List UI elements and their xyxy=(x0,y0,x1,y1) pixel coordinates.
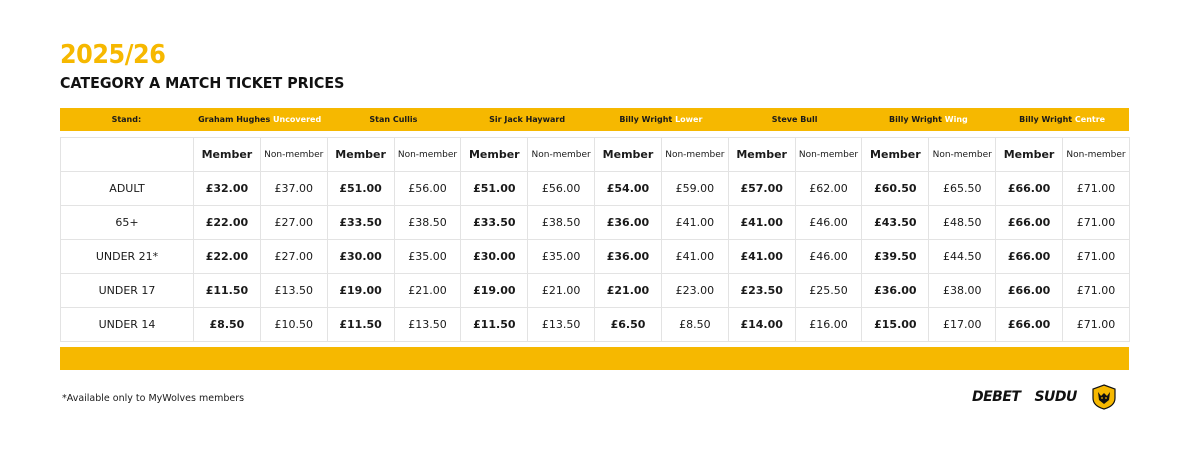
non-member-price-cell: £13.50 xyxy=(528,308,595,342)
member-price-cell: £54.00 xyxy=(595,172,662,206)
member-price-cell: £36.00 xyxy=(862,274,929,308)
non-member-column-header: Non-member xyxy=(394,138,461,172)
table-row xyxy=(61,308,1130,342)
non-member-price-cell: £71.00 xyxy=(1062,274,1129,308)
stand-name xyxy=(995,115,1129,124)
table-row xyxy=(61,172,1130,206)
stand-name-label: Steve Bull xyxy=(771,115,818,124)
stand-name xyxy=(594,115,728,124)
stand-name xyxy=(327,115,461,124)
member-column-header: Member xyxy=(728,138,795,172)
member-price-cell: £6.50 xyxy=(595,308,662,342)
non-member-price-cell: £21.00 xyxy=(394,274,461,308)
stand-name-label: Billy Wright xyxy=(619,115,673,124)
member-price-cell: £51.00 xyxy=(461,172,528,206)
member-price-cell: £11.50 xyxy=(194,274,261,308)
non-member-price-cell: £65.50 xyxy=(929,172,996,206)
member-column-header: Member xyxy=(996,138,1063,172)
non-member-price-cell: £35.00 xyxy=(394,240,461,274)
member-price-cell: £43.50 xyxy=(862,206,929,240)
stand-name xyxy=(460,115,594,124)
stand-section-label: Lower xyxy=(675,115,703,124)
footnote: *Available only to MyWolves members xyxy=(62,393,245,404)
age-category-label: ADULT xyxy=(61,172,194,206)
table-row xyxy=(61,206,1130,240)
member-column-header: Member xyxy=(862,138,929,172)
non-member-price-cell: £44.50 xyxy=(929,240,996,274)
stand-name xyxy=(193,115,327,124)
sponsor-logos xyxy=(972,384,1117,410)
member-price-cell: £36.00 xyxy=(595,240,662,274)
member-price-cell: £11.50 xyxy=(461,308,528,342)
member-price-cell: £11.50 xyxy=(327,308,394,342)
stand-header-bar xyxy=(60,108,1129,131)
non-member-price-cell: £38.50 xyxy=(528,206,595,240)
member-price-cell: £19.00 xyxy=(327,274,394,308)
non-member-price-cell: £62.00 xyxy=(795,172,862,206)
non-member-price-cell: £37.00 xyxy=(260,172,327,206)
season-title: 2025/26 xyxy=(60,40,166,70)
non-member-price-cell: £56.00 xyxy=(394,172,461,206)
non-member-price-cell: £71.00 xyxy=(1062,240,1129,274)
member-price-cell: £66.00 xyxy=(996,172,1063,206)
table-row xyxy=(61,274,1130,308)
member-column-header: Member xyxy=(595,138,662,172)
debet-logo: DEBET xyxy=(972,389,1021,405)
non-member-price-cell: £56.00 xyxy=(528,172,595,206)
footer-bar xyxy=(60,347,1129,370)
sudu-logo: SUDU xyxy=(1034,389,1077,405)
stand-name-label: Billy Wright xyxy=(889,115,942,124)
stand-name xyxy=(862,115,996,124)
non-member-price-cell: £38.00 xyxy=(929,274,996,308)
non-member-price-cell: £71.00 xyxy=(1062,308,1129,342)
member-price-cell: £66.00 xyxy=(996,240,1063,274)
non-member-column-header: Non-member xyxy=(528,138,595,172)
non-member-price-cell: £21.00 xyxy=(528,274,595,308)
age-category-label: UNDER 21* xyxy=(61,240,194,274)
stand-section-label: Uncovered xyxy=(273,115,322,124)
non-member-price-cell: £48.50 xyxy=(929,206,996,240)
non-member-price-cell: £16.00 xyxy=(795,308,862,342)
non-member-price-cell: £23.00 xyxy=(661,274,728,308)
non-member-column-header: Non-member xyxy=(661,138,728,172)
stand-section-label: Centre xyxy=(1074,115,1106,124)
member-price-cell: £22.00 xyxy=(194,206,261,240)
non-member-price-cell: £8.50 xyxy=(661,308,728,342)
member-price-cell: £32.00 xyxy=(194,172,261,206)
member-price-cell: £41.00 xyxy=(728,240,795,274)
non-member-column-header: Non-member xyxy=(260,138,327,172)
non-member-price-cell: £10.50 xyxy=(260,308,327,342)
member-price-cell: £66.00 xyxy=(996,274,1063,308)
member-column-header: Member xyxy=(194,138,261,172)
member-price-cell: £41.00 xyxy=(728,206,795,240)
member-price-cell: £51.00 xyxy=(327,172,394,206)
member-price-cell: £33.50 xyxy=(327,206,394,240)
age-category-label: 65+ xyxy=(61,206,194,240)
member-price-cell: £30.00 xyxy=(461,240,528,274)
stand-name-label: Graham Hughes xyxy=(198,115,271,124)
non-member-price-cell: £59.00 xyxy=(661,172,728,206)
stand-name-label: Sir Jack Hayward xyxy=(489,115,566,124)
member-price-cell: £14.00 xyxy=(728,308,795,342)
non-member-price-cell: £13.50 xyxy=(260,274,327,308)
stand-label: Stand: xyxy=(111,115,142,124)
non-member-price-cell: £46.00 xyxy=(795,240,862,274)
non-member-price-cell: £13.50 xyxy=(394,308,461,342)
non-member-column-header: Non-member xyxy=(795,138,862,172)
non-member-price-cell: £41.00 xyxy=(661,240,728,274)
stand-name-label: Billy Wright xyxy=(1019,115,1073,124)
empty-corner-cell xyxy=(61,138,194,172)
member-price-cell: £57.00 xyxy=(728,172,795,206)
non-member-price-cell: £46.00 xyxy=(795,206,862,240)
member-price-cell: £66.00 xyxy=(996,308,1063,342)
member-price-cell: £19.00 xyxy=(461,274,528,308)
member-price-cell: £22.00 xyxy=(194,240,261,274)
stand-name xyxy=(728,115,862,124)
member-price-cell: £21.00 xyxy=(595,274,662,308)
non-member-price-cell: £71.00 xyxy=(1062,206,1129,240)
non-member-price-cell: £27.00 xyxy=(260,240,327,274)
non-member-price-cell: £35.00 xyxy=(528,240,595,274)
stand-section-label: Wing xyxy=(944,115,968,124)
member-price-cell: £39.50 xyxy=(862,240,929,274)
non-member-price-cell: £25.50 xyxy=(795,274,862,308)
member-price-cell: £36.00 xyxy=(595,206,662,240)
non-member-column-header: Non-member xyxy=(929,138,996,172)
member-column-header: Member xyxy=(461,138,528,172)
member-price-cell: £60.50 xyxy=(862,172,929,206)
non-member-price-cell: £38.50 xyxy=(394,206,461,240)
non-member-price-cell: £27.00 xyxy=(260,206,327,240)
stand-name-label: Stan Cullis xyxy=(369,115,418,124)
member-price-cell: £15.00 xyxy=(862,308,929,342)
non-member-price-cell: £41.00 xyxy=(661,206,728,240)
price-table xyxy=(60,137,1130,342)
page-title: CATEGORY A MATCH TICKET PRICES xyxy=(60,74,345,92)
non-member-column-header: Non-member xyxy=(1062,138,1129,172)
age-category-label: UNDER 14 xyxy=(61,308,194,342)
table-header-row xyxy=(61,138,1130,172)
member-price-cell: £30.00 xyxy=(327,240,394,274)
member-price-cell: £33.50 xyxy=(461,206,528,240)
non-member-price-cell: £71.00 xyxy=(1062,172,1129,206)
non-member-price-cell: £17.00 xyxy=(929,308,996,342)
member-price-cell: £8.50 xyxy=(194,308,261,342)
member-price-cell: £23.50 xyxy=(728,274,795,308)
member-column-header: Member xyxy=(327,138,394,172)
table-row xyxy=(61,240,1130,274)
member-price-cell: £66.00 xyxy=(996,206,1063,240)
wolves-crest-icon xyxy=(1091,384,1117,410)
age-category-label: UNDER 17 xyxy=(61,274,194,308)
